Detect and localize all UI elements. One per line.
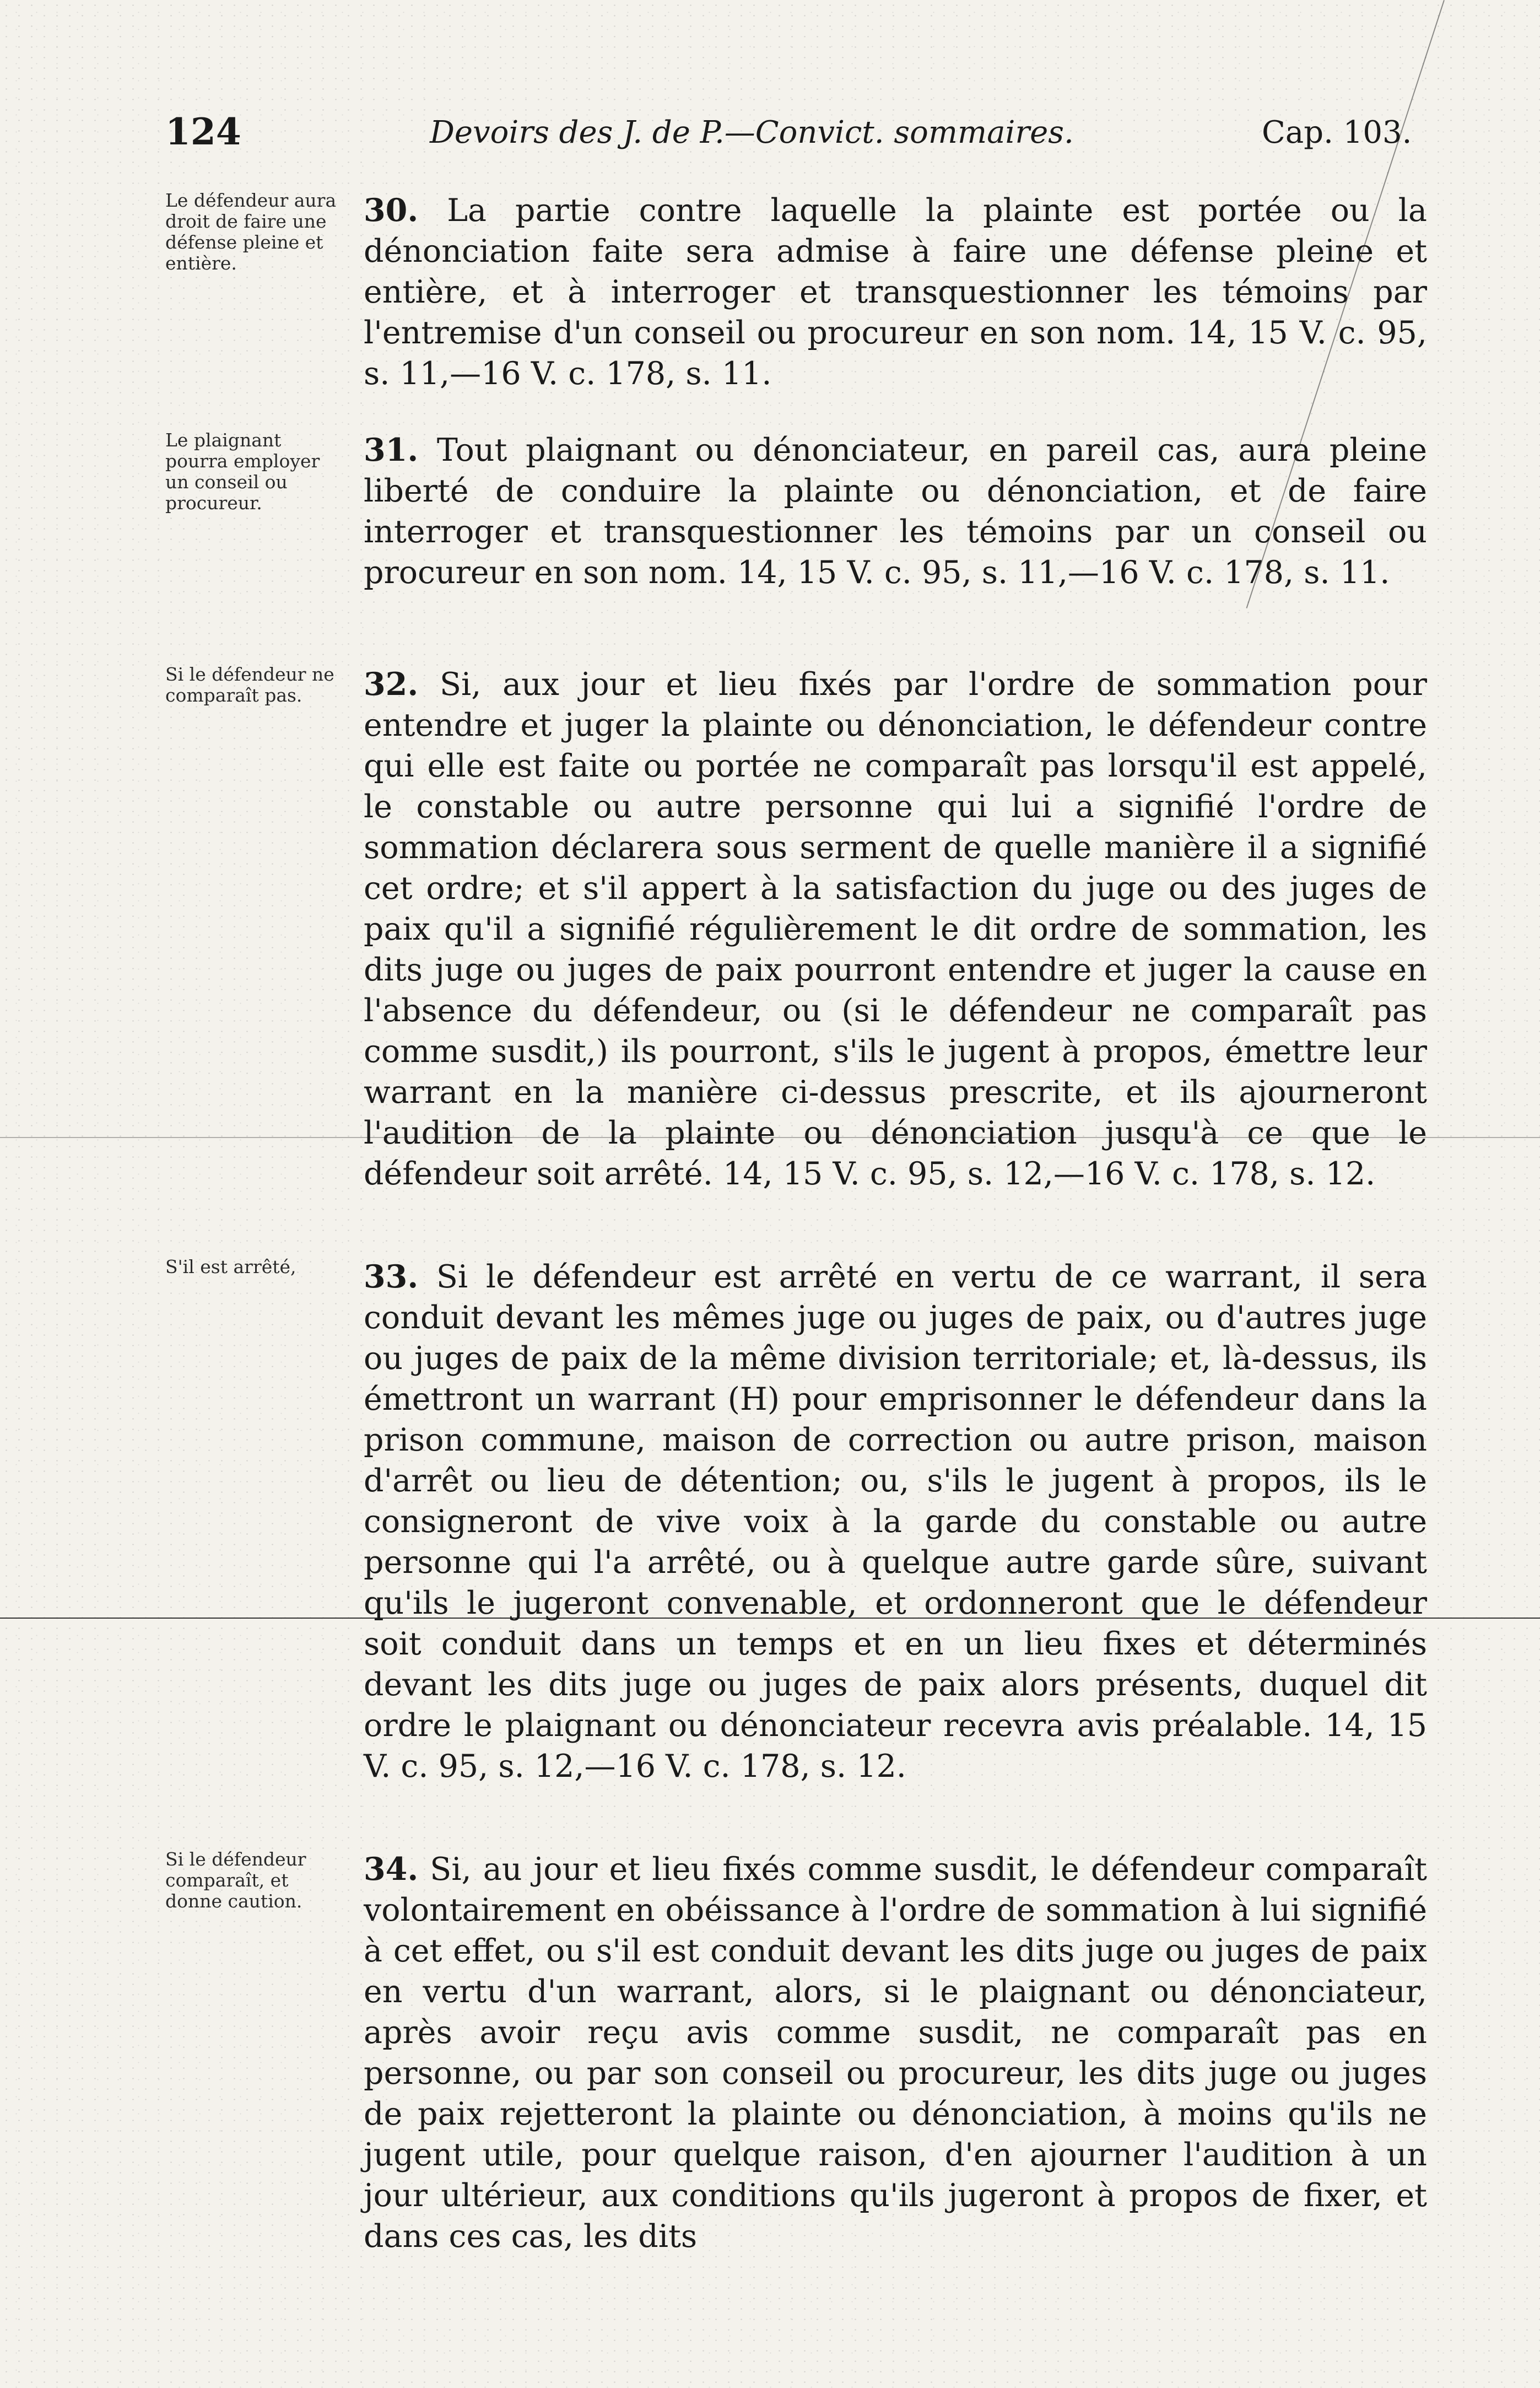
article-body: Si le défendeur est arrêté en vertu de ce warrant, il sera conduit devant les mêmes juge ou juges de paix, ou d'autres juge ou juges de paix de la même division territoriale; et, là-dessus, ils émettront un warrant (H) pour emprisonner le défendeur dans la prison commune, maison de correction ou autre prison, maison d'arrêt ou lieu de détention; ou, s'ils le jugent à propos, ils le consigneront de vive voix à la garde du constable ou autre personne qui l'a arrêté, ou à quelque autre garde sûre, suivant qu'ils le jugeront convenable, et ordonneront que le défendeur soit conduit dans un temps et en un lieu fixes et déterminés devant les dits juge ou juges de paix alors présents, duquel dit ordre le plaignant ou dénonciateur recevra avis préalable. 14, 15 V. c. 95, s. 12,—16 V. c. 178, s. 12. xyxy=(364,1259,1428,1785)
margin-note: Le plaignant pourra employer un conseil ou procureur. xyxy=(165,429,320,514)
article-number: 32. xyxy=(364,666,419,703)
article-text xyxy=(364,664,1427,1194)
article-number: 34. xyxy=(364,1851,419,1888)
article-body: Si, au jour et lieu fixés comme susdit, le défendeur comparaît volontairement en obéissance à l'ordre de sommation à lui signifié à cet effet, ou s'il est conduit devant les dits juge ou juges de paix en vertu d'un warrant, alors, si le plaignant ou dénonciateur, après avoir reçu avis comme susdit, ne comparaît pas en personne, ou par son conseil ou procureur, les dits juge ou juges de paix rejetteront la plainte ou dénonciation, à moins qu'ils ne jugent utile, pour quelque raison, d'en ajourner l'audition à un jour ultérieur, aux conditions qu'ils jugeront à propos de fixer, et dans ces cas, les dits xyxy=(364,1851,1427,2255)
article-number: 30. xyxy=(364,192,419,229)
article-text xyxy=(364,1849,1427,2257)
page-header xyxy=(0,110,1540,171)
article-body: Tout plaignant ou dénonciateur, en pareil cas, aura pleine liberté de conduire la plainte ou dénonciation, et de faire interroger et transquestionner les témoins par un conseil ou procureur en son nom. 14, 15 V. c. 95, s. 11,—16 V. c. 178, s. 11. xyxy=(364,432,1427,591)
chapter-label: Cap. 103. xyxy=(1262,115,1412,150)
margin-note: Si le défendeur ne comparaît pas. xyxy=(165,664,334,706)
article-body: La partie contre laquelle la plainte est portée ou la dénonciation faite sera admise à faire une défense pleine et entière, et à interroger et transquestionner les témoins par l'entremise d'un conseil ou procureur en son nom. 14, 15 V. c. 95, s. 11,—16 V. c. 178, s. 11. xyxy=(364,192,1427,392)
margin-note: Le défendeur aura droit de faire une défense pleine et entière. xyxy=(165,190,337,274)
margin-note: S'il est arrêté, xyxy=(165,1256,296,1277)
margin-note: Si le défendeur comparaît, et donne caution. xyxy=(165,1848,306,1912)
article-number: 31. xyxy=(364,432,419,468)
article-text xyxy=(364,190,1427,394)
article-body: Si, aux jour et lieu fixés par l'ordre de sommation pour entendre et juger la plainte ou dénonciation, le défendeur contre qui elle est faite ou portée ne comparaît pas lorsqu'il est appelé, le constable ou autre personne qui lui a signifié l'ordre de sommation déclarera sous serment de quelle manière il a signifié cet ordre; et s'il appert à la satisfaction du juge ou des juges de paix qu'il a signifié régulièrement le dit ordre de sommation, les dits juge ou juges de paix pourront entendre et juger la cause en l'absence du défendeur, ou (si le défendeur ne comparaît pas comme susdit,) ils pourront, s'ils le jugent à propos, émettre leur warrant en la manière ci-dessus prescrite, et ils ajourneront l'audition de la plainte ou dénonciation jusqu'à ce que le défendeur soit arrêté. 14, 15 V. c. 95, s. 12,—16 V. c. 178, s. 12. xyxy=(364,666,1427,1192)
running-title: Devoirs des J. de P.—Convict. sommaires. xyxy=(430,115,1074,150)
article-text xyxy=(364,430,1427,593)
page-number: 124 xyxy=(165,110,241,153)
article-number: 33. xyxy=(364,1258,419,1295)
article-text xyxy=(364,1257,1427,1787)
